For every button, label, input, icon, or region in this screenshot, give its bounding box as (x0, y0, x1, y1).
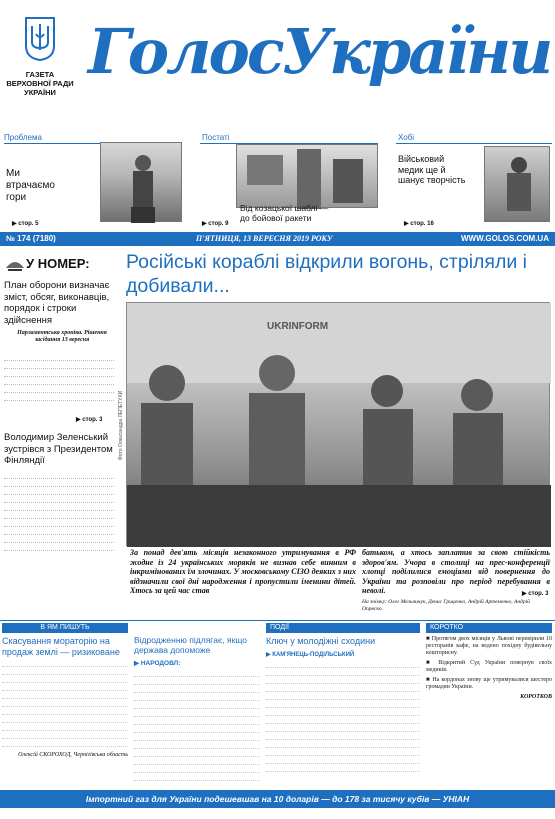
teaser-page: ▶ стор. 16 (404, 221, 434, 227)
teaser-caption: Військовий медик ще й шанує творчість (398, 154, 466, 185)
gazette-line-1: ГАЗЕТА (25, 70, 55, 79)
col2-body (134, 670, 260, 782)
col2-title[interactable]: Відродженню підлягає, якщо держава допоможе (134, 635, 247, 655)
col4-rubric: КОРОТКО (426, 623, 552, 633)
footer-banner[interactable]: Імпортний газ для України подешевшав на 10 доларів — до 178 за тисячу кубів — УНІАН (0, 790, 555, 808)
bottom-col-4 (426, 623, 552, 785)
sidebar (0, 250, 120, 565)
teaser-photo-man (100, 142, 182, 222)
teaser-row (0, 132, 555, 228)
globe-icon (4, 254, 26, 272)
bottom-col-3 (266, 623, 420, 785)
issue-date: П'ЯТНИЦЯ, 13 ВЕРЕСНЯ 2019 РОКУ (196, 234, 333, 243)
press-banner-text: UKRINFORM (267, 321, 329, 332)
photo-credit: Фото Олександра ЛЕПЕТУХИ (118, 390, 124, 460)
teaser-rubric: Хобі (398, 133, 415, 142)
lead-page-ref: ▶ стор. 3 (522, 591, 549, 597)
sidebar-body-text-1 (4, 354, 114, 412)
bottom-col-2 (134, 623, 260, 785)
col4-item: ■ Відкритий Суд України повернув своїх медиків. (426, 660, 552, 673)
teaser-caption: Від козацької шаблі — до бойової ракети (240, 203, 329, 223)
lead-caption-right: батьком, а хтось заплатив за свою стійкість здоров'ям. Учора в столиці на прес-конференції хлопці поділилися емоціями від повернення до України та розповіли про період перебування в неволі. (362, 548, 550, 596)
col3-body (266, 661, 420, 773)
sidebar-page-ref: ▶ стор. 3 (76, 417, 103, 423)
col1-rubric: В ЯМ ПИШУТЬ (2, 623, 128, 633)
col3-title[interactable]: Ключ у молодіжні сходини (266, 636, 376, 646)
dateline-bar (0, 232, 555, 246)
teaser-page: ▶ стор. 9 (202, 221, 229, 227)
teaser-caption: Ми втрачаємо гори (6, 168, 55, 203)
lead-byline: На знімку: Олег Мельничук, Денис Гриценко, Андрій Артеменко, Андрій Опряско. (362, 599, 530, 612)
sidebar-item-zelensky[interactable]: Володимир Зеленський зустрівся з Президентом Фінляндії (4, 432, 113, 466)
gazette-line-3: УКРАЇНИ (24, 88, 56, 97)
col1-title[interactable]: Скасування мораторію на продаж землі — ризиковане (2, 636, 120, 657)
chronicle-heading: Парламентська хроніка. Рішення засідання 13 вересня (17, 330, 107, 343)
col3-rubric: ПОДІЇ (266, 623, 420, 633)
lead-headline: Російські кораблі відкрили вогонь, стріляли і добивали... (126, 251, 527, 297)
col2-section: ▶ НАРОДОВЛ: (134, 660, 181, 667)
col1-body (2, 660, 128, 752)
masthead-title: ГолосУкраїни (88, 15, 551, 88)
teaser-1[interactable] (4, 132, 182, 228)
sidebar-item-defense[interactable]: План оборони визначає зміст, обсяг, виконавців, порядок і строки здійснення (4, 280, 110, 326)
col4-item: ■ На кордонах знову ще утримувалися шестеро громадян України. (426, 677, 552, 690)
teaser-3[interactable] (396, 132, 552, 228)
col4-item: ■ Протягом двох місяців у Львові перевірили 10 ресторанів кафе, на ведено похідну будівельну кошторисну. (426, 636, 552, 656)
sidebar-header: У НОМЕР: (26, 256, 90, 271)
teaser-photo-museum (236, 144, 378, 208)
trident-emblem-icon (22, 14, 58, 62)
lead-caption-left: За понад дев'ять місяців незаконного утримування в РФ жодне із 24 українських моряків не визнав себе винним в інкримінованих їм злочинах. У московському СІЗО деяких з них відзначили свої дні народження і пропустили іменини дітей. Хтось за цей час став (130, 548, 356, 596)
col3-section: ▶ КАМ'ЯНЕЦЬ-ПОДІЛЬСЬКИЙ (266, 651, 355, 658)
teaser-page: ▶ стор. 5 (12, 221, 39, 227)
masthead (0, 0, 555, 130)
teaser-2[interactable] (200, 132, 378, 228)
bottom-col-1 (2, 623, 128, 785)
issue-number: № 174 (7180) (6, 234, 56, 243)
teaser-rubric: Постаті (202, 133, 230, 142)
lead-photo (126, 302, 550, 546)
site-link[interactable]: WWW.GOLOS.COM.UA (461, 234, 549, 243)
col4-signature: КОРОТКОВ (520, 694, 552, 700)
col1-signature: Олексій СКОРОХОД, Чернігівська область (18, 752, 128, 758)
teaser-rubric: Проблема (4, 133, 42, 142)
sidebar-body-text-2 (4, 472, 114, 560)
teaser-photo-soldier (484, 146, 550, 222)
gazette-line-2: ВЕРХОВНОЇ РАДИ (6, 79, 74, 88)
